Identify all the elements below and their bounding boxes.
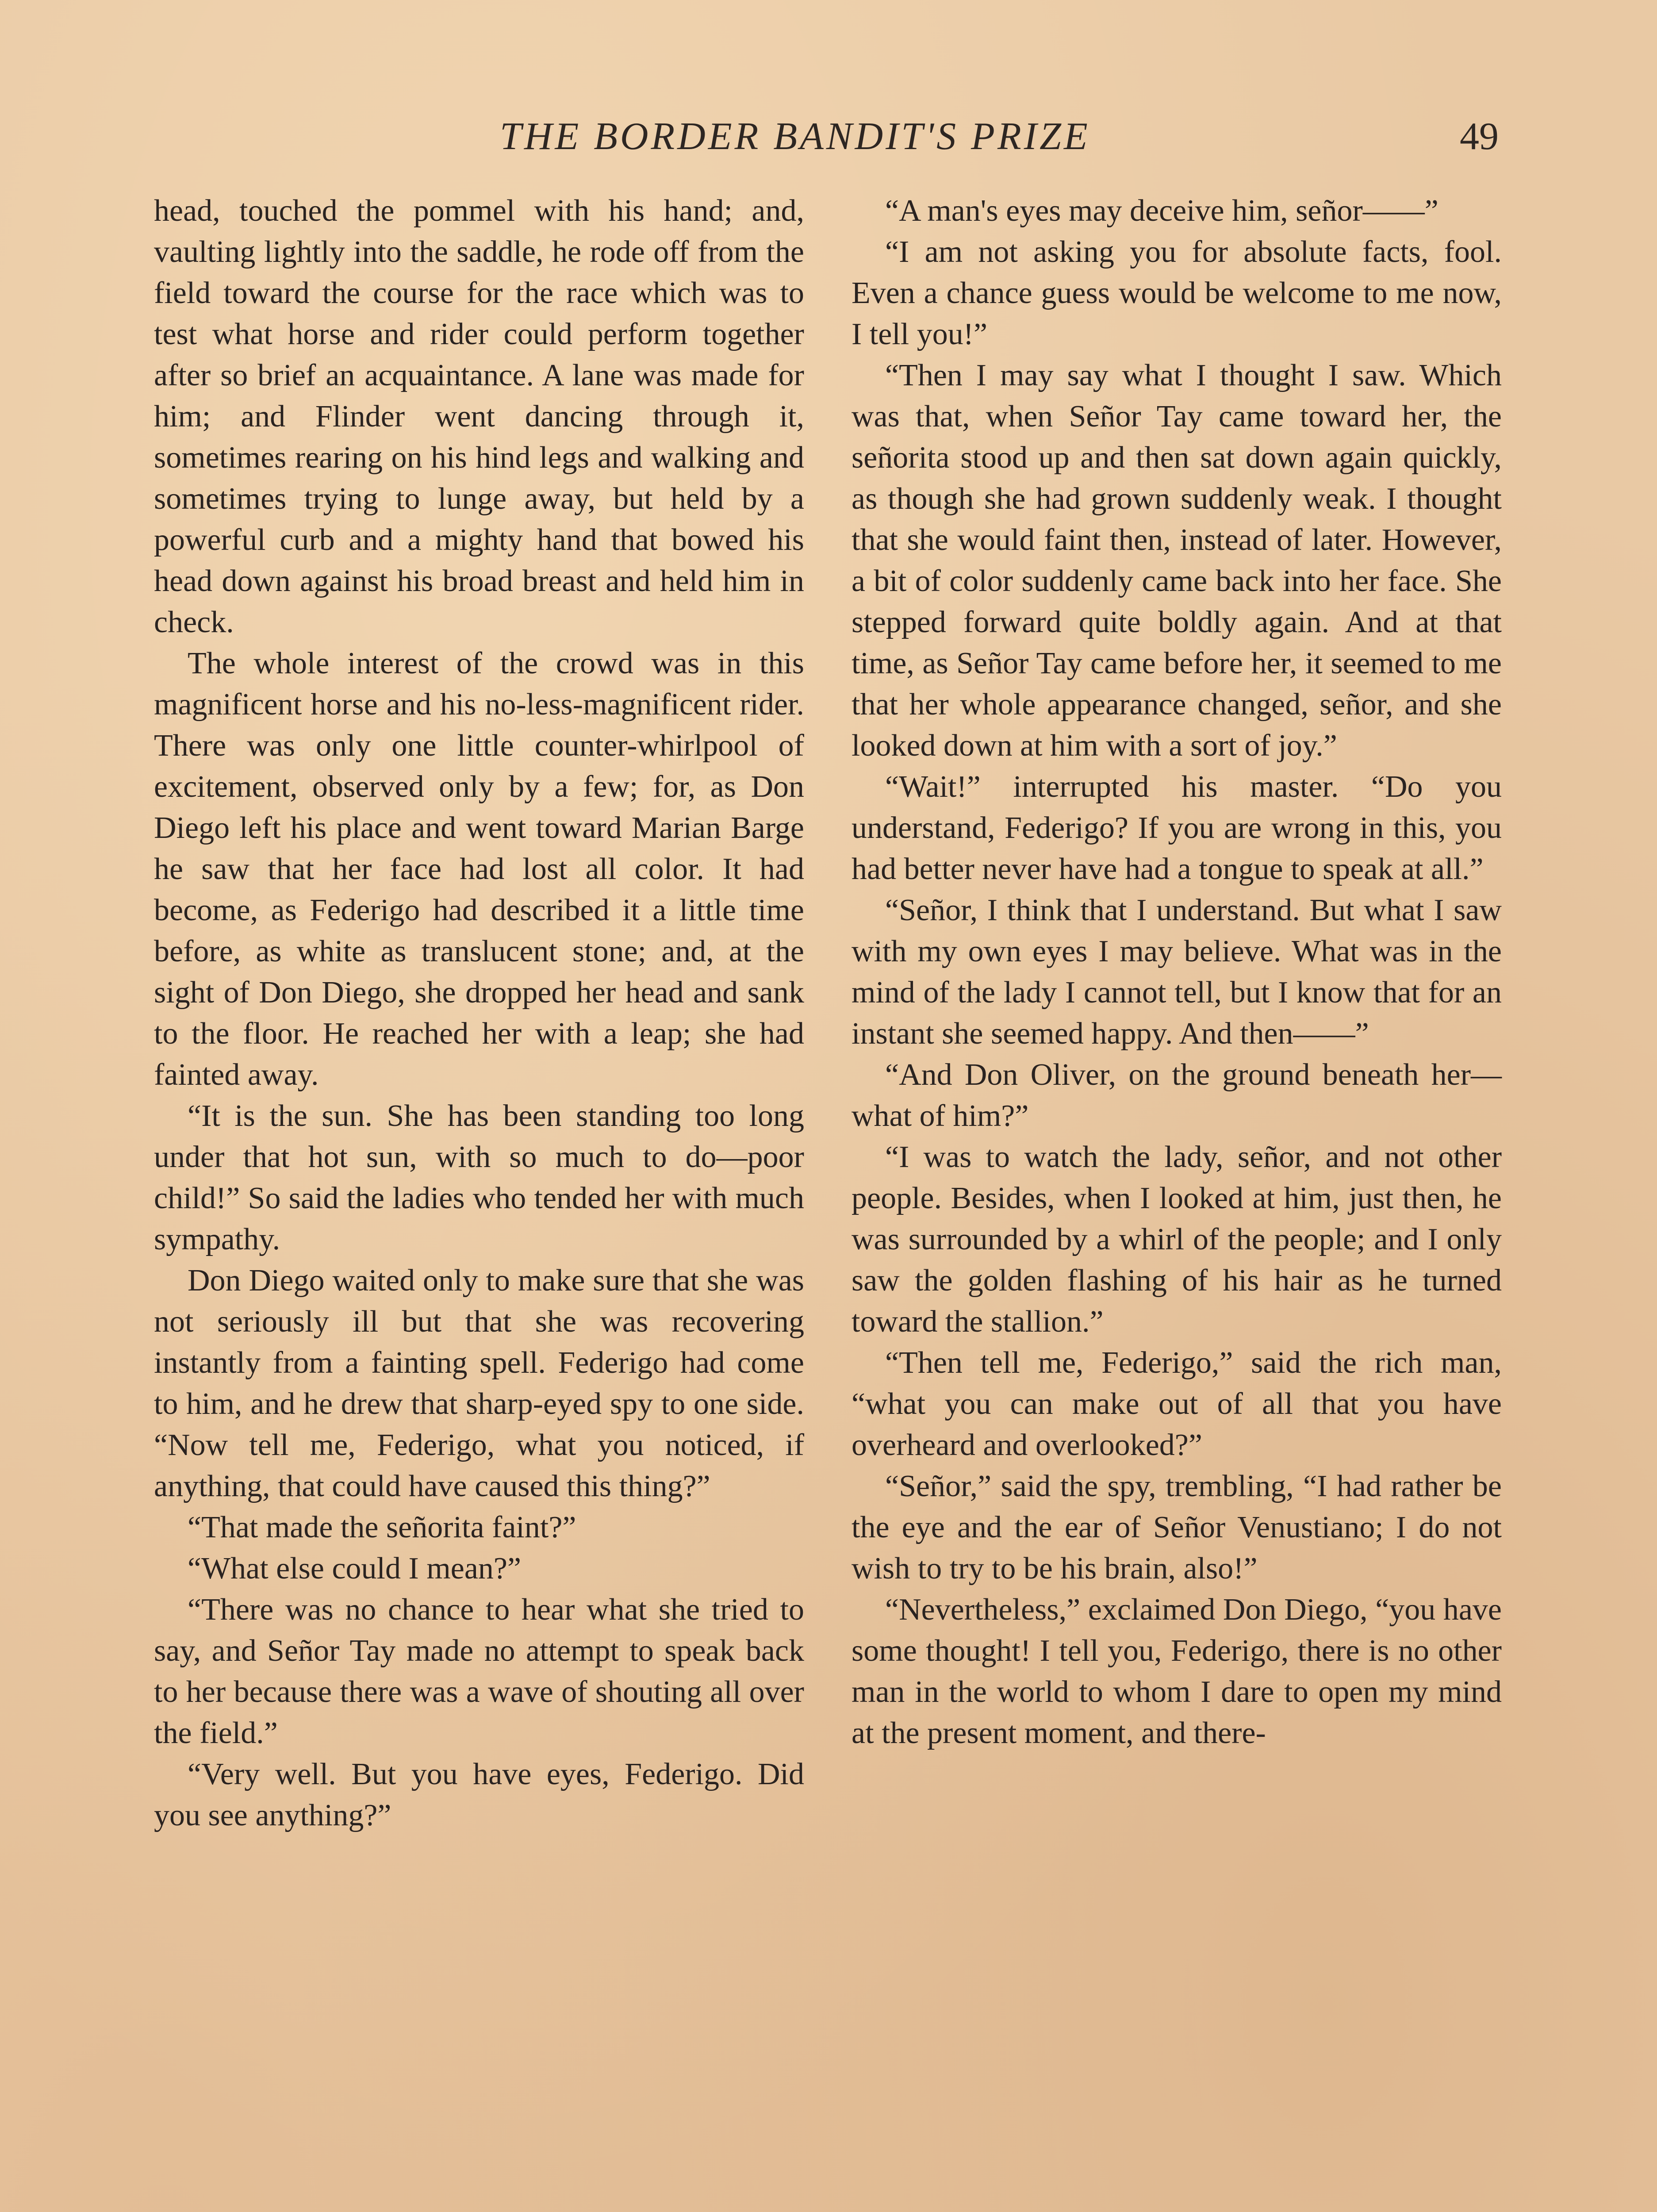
paragraph: “It is the sun. She has been standing too long under that hot sun, with so much to do—poor child!” So said the ladies who tended her with much sympathy. [154,1099,804,1256]
running-title: THE BORDER BANDIT'S PRIZE [500,115,1090,158]
paragraph: Don Diego waited only to make sure that she was not seriously ill but that she was recovering instantly from a fainting spell. Federigo had come to him, and he drew that sharp-eyed spy to one side. “Now tell me, Federigo, what you noticed, if anything, that could have caused this thing?” [154,1263,804,1503]
paragraph: “I was to watch the lady, señor, and not other people. Besides, when I looked at him, just then, he was surrounded by a whirl of the people; and I only saw the golden flashing of his hair as he turned toward the stallion.” [852,1140,1502,1339]
paragraph: “Then tell me, Federigo,” said the rich man, “what you can make out of all that you have overheard and overlooked?” [852,1346,1502,1462]
paragraph: “I am not asking you for absolute facts, fool. Even a chance guess would be welcome to me now, I tell you!” [852,235,1502,351]
paragraph: head, touched the pommel with his hand; and, vaulting lightly into the saddle, he rode off from the field toward the course for the race which was to test what horse and rider could perform together after so brief an acquaintance. A lane was made for him; and Flinder went dancing through it, sometimes rearing on his hind legs and walking and sometimes trying to lunge away, but held by a powerful curb and a mighty hand that bowed his head down against his broad breast and held him in check. [154,194,804,639]
paragraph: “Nevertheless,” exclaimed Don Diego, “you have some thought! I tell you, Federigo, there is no other man in the world to whom I dare to open my mind at the present moment, and there- [852,1593,1502,1750]
paragraph: “Then I may say what I thought I saw. Which was that, when Señor Tay came toward her, the señorita stood up and then sat down again quickly, as though she had grown suddenly weak. I thought that she would faint then, instead of later. However, a bit of color suddenly came back into her face. She stepped forward quite boldly again. And at that time, as Señor Tay came before her, it seemed to me that her whole appearance changed, señor, and she looked down at him with a sort of joy.” [852,358,1502,763]
left-column [154,190,804,1836]
paragraph: “Very well. But you have eyes, Federigo. Did you see anything?” [154,1757,804,1832]
paragraph: “What else could I mean?” [188,1551,522,1586]
page-number: 49 [1460,115,1499,158]
right-column [852,190,1502,1754]
paragraph: “And Don Oliver, on the ground beneath her—what of him?” [852,1058,1502,1133]
paragraph: “A man's eyes may deceive him, señor——” [885,194,1438,228]
paragraph: “Señor,” said the spy, trembling, “I had rather be the eye and the ear of Señor Venustiano; I do not wish to try to be his brain, also!” [852,1469,1502,1586]
paragraph: “There was no chance to hear what she tried to say, and Señor Tay made no attempt to speak back to her because there was a wave of shouting all over the field.” [154,1593,804,1750]
paragraph: “That made the señorita faint?” [188,1510,576,1544]
paragraph: “Señor, I think that I understand. But what I saw with my own eyes I may believe. What was in the mind of the lady I cannot tell, but I know that for an instant she seemed happy. And then——” [852,893,1502,1051]
paragraph: “Wait!” interrupted his master. “Do you understand, Federigo? If you are wrong in this, you had better never have had a tongue to speak at all.” [852,770,1502,886]
paragraph: The whole interest of the crowd was in this magnificent horse and his no-less-magnificent rider. There was only one little counter-whirlpool of excitement, observed only by a few; for, as Don Diego left his place and went toward Marian Barge he saw that her face had lost all color. It had become, as Federigo had described it a little time before, as white as translucent stone; and, at the sight of Don Diego, she dropped her head and sank to the floor. He reached her with a leap; she had fainted away. [154,646,804,1092]
